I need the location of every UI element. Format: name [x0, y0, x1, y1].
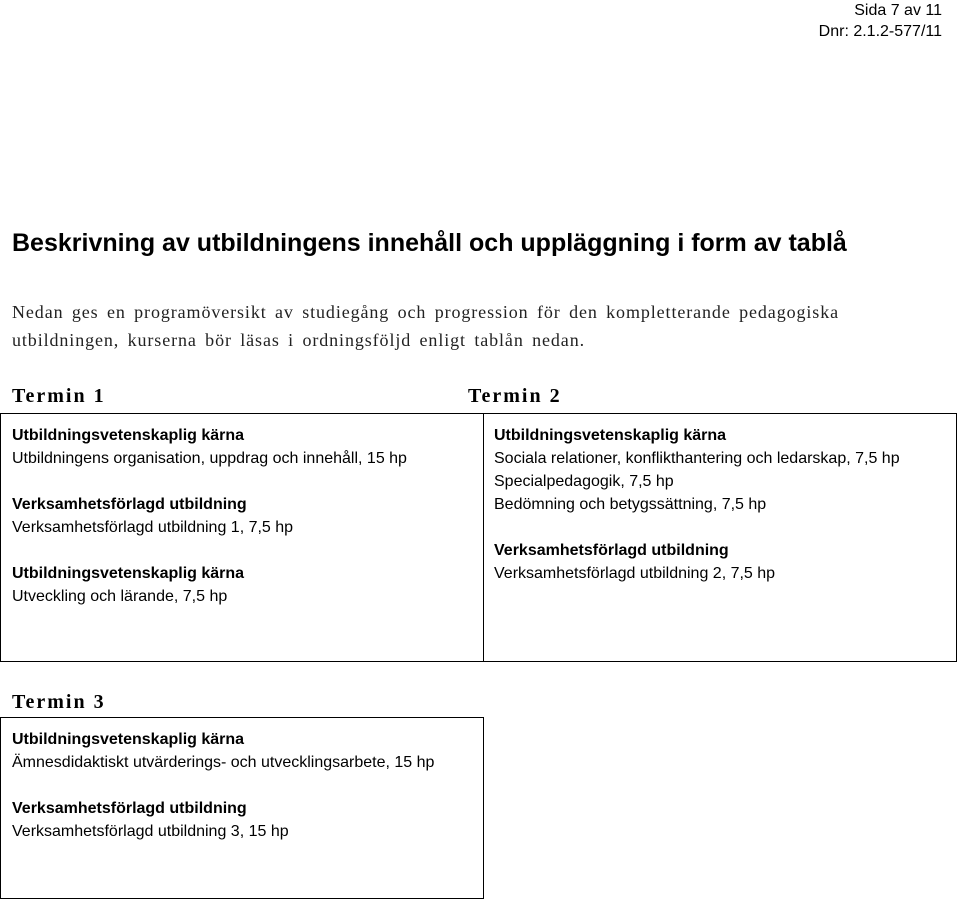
term-3-cell: [12, 728, 474, 843]
term-2-course-4: Verksamhetsförlagd utbildning 2, 7,5 hp: [494, 565, 776, 582]
page-title: Beskrivning av utbildningens innehåll och uppläggning i form av tablå: [12, 229, 847, 257]
page-number: Sida 7 av 11: [854, 2, 942, 19]
term-1-course-2: Verksamhetsförlagd utbildning 1, 7,5 hp: [12, 519, 294, 536]
intro-paragraph: Nedan ges en programöversikt av studiegång och progression för den kompletterande pedagogiska utbildningen, kurserna bör läsas i ordningsföljd enligt tablån nedan.: [12, 302, 839, 350]
term-2-course-2: Specialpedagogik, 7,5 hp: [494, 473, 674, 490]
term-3-heading-2: Verksamhetsförlagd utbildning: [12, 800, 247, 817]
term-3-course-1: Ämnesdidaktiskt utvärderings- och utvecklingsarbete, 15 hp: [12, 754, 435, 771]
term-1-heading-2: Verksamhetsförlagd utbildning: [12, 496, 247, 513]
term-1-heading-3: Utbildningsvetenskaplig kärna: [12, 565, 245, 582]
term-1-label: Termin 1: [12, 385, 106, 407]
term-2-cell: [494, 424, 954, 585]
term-3-label: Termin 3: [12, 691, 106, 713]
term-2-course-1: Sociala relationer, konflikthantering och ledarskap, 7,5 hp: [494, 450, 900, 467]
term-2-label: Termin 2: [468, 385, 562, 407]
term-1-heading-1: Utbildningsvetenskaplig kärna: [12, 427, 245, 444]
term-1-course-1: Utbildningens organisation, uppdrag och innehåll, 15 hp: [12, 450, 407, 467]
term-2-heading-1: Utbildningsvetenskaplig kärna: [494, 427, 727, 444]
page-header: [819, 0, 942, 42]
document-number: Dnr: 2.1.2-577/11: [818, 23, 942, 40]
term-3-heading-1: Utbildningsvetenskaplig kärna: [12, 731, 245, 748]
term-2-heading-2: Verksamhetsförlagd utbildning: [494, 542, 729, 559]
term-1-course-3: Utveckling och lärande, 7,5 hp: [12, 588, 228, 605]
term-3-course-2: Verksamhetsförlagd utbildning 3, 15 hp: [12, 823, 289, 840]
term-1-cell: [12, 424, 472, 608]
table-column-divider: [483, 414, 484, 661]
term-2-course-3: Bedömning och betygssättning, 7,5 hp: [494, 496, 767, 513]
